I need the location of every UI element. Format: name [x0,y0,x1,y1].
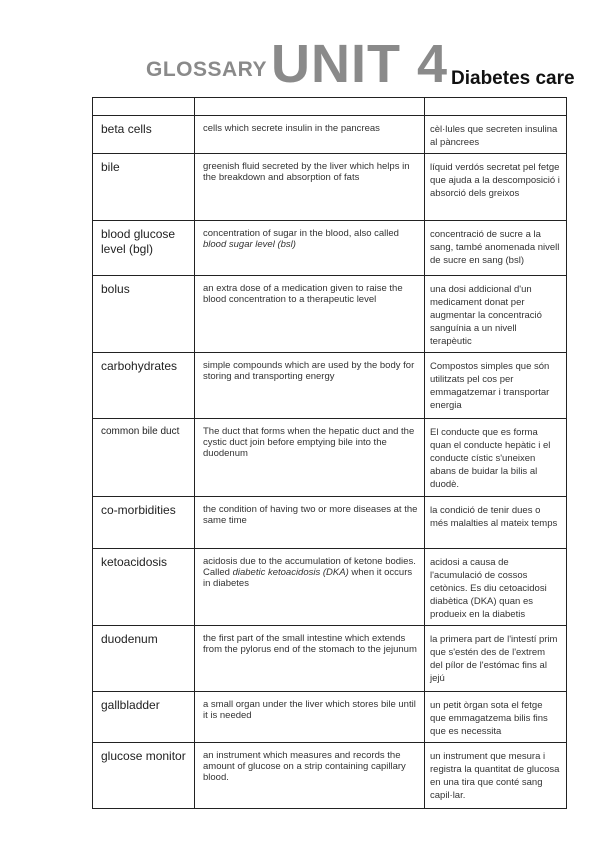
term-cell: gallbladder [93,692,195,743]
catalan-definition: un petit òrgan sota el fetge que emmagatzema bilis fins que es necessita [425,692,567,743]
glossary-table [92,97,567,809]
term-cell: glucose monitor [93,743,195,809]
english-definition: an extra dose of a medication given to raise the blood concentration to a therapeutic level [195,276,425,353]
definition-italic-text: diabetic ketoacidosis (DKA) [232,567,349,578]
term-cell: bile [93,154,195,221]
catalan-definition: Compostos simples que són utilitzats pel cos per emmagatzemar i transportar energia [425,353,567,419]
term-cell: bolus [93,276,195,353]
english-definition: greenish fluid secreted by the liver which helps in the breakdown and absorption of fats [195,154,425,221]
header-cell [93,98,195,116]
header-cell [425,98,567,116]
catalan-definition: líquid verdós secretat pel fetge que ajuda a la descomposició i absorció dels greixos [425,154,567,221]
english-definition: a small organ under the liver which stores bile until it is needed [195,692,425,743]
term-cell: beta cells [93,116,195,154]
table-row [93,276,567,353]
table-row [93,549,567,626]
english-definition: an instrument which measures and records the amount of glucose on a strip containing capillary blood. [195,743,425,809]
term-cell: duodenum [93,626,195,692]
english-definition: the condition of having two or more diseases at the same time [195,497,425,549]
unit-title: UNIT 4 [271,34,449,94]
table-row [93,221,567,276]
table-row [93,353,567,419]
table-row [93,626,567,692]
english-definition [195,221,425,276]
table-row [93,154,567,221]
topic-title: Diabetes care [451,68,575,89]
catalan-definition: El conducte que es forma quan el conducte hepàtic i el conducte cístic s'uneixen abans de buidar la bilis al duodè. [425,419,567,497]
term-cell: carbohydrates [93,353,195,419]
catalan-definition: una dosi addicional d'un medicament donat per augmentar la concentració sanguínia a un nivell terapèutic [425,276,567,353]
english-definition: The duct that forms when the hepatic duct and the cystic duct join before emptying bile into the duodenum [195,419,425,497]
catalan-definition: la condició de tenir dues o més malalties al mateix temps [425,497,567,549]
definition-text: concentration of sugar in the blood, also called [203,228,399,239]
glossary-label: GLOSSARY [146,58,268,81]
definition-italic-text: blood sugar level (bsl) [203,239,296,250]
table-row [93,116,567,154]
table-row [93,497,567,549]
term-cell: ketoacidosis [93,549,195,626]
english-definition: the first part of the small intestine which extends from the pylorus end of the stomach to the jejunum [195,626,425,692]
table-row [93,743,567,809]
catalan-definition: la primera part de l'intestí prim que s'estén des de l'extrem del pílor de l'estómac fins al jejú [425,626,567,692]
catalan-definition: cèl·lules que secreten insulina al pàncrees [425,116,567,154]
english-definition: simple compounds which are used by the body for storing and transporting energy [195,353,425,419]
catalan-definition: concentració de sucre a la sang, també anomenada nivell de sucre en sang (bsl) [425,221,567,276]
term-cell: blood glucose level (bgl) [93,221,195,276]
catalan-definition: acidosi a causa de l'acumulació de cossos cetònics. Es diu cetoacidosi diabètica (DKA) quan es produeix en la diabetis [425,549,567,626]
english-definition: cells which secrete insulin in the pancreas [195,116,425,154]
header-cell [195,98,425,116]
page-header [0,0,600,100]
definition-text: acidosis due to the accumulation of ketone bodies. Called [203,556,416,578]
catalan-definition: un instrument que mesura i registra la quantitat de glucosa en una tira que conté sang capil·lar. [425,743,567,809]
english-definition [195,549,425,626]
definition-text: when it occurs in diabetes [203,567,413,589]
table-row [93,692,567,743]
term-cell: co-morbidities [93,497,195,549]
table-row [93,419,567,497]
term-cell: common bile duct [93,419,195,497]
table-header-row [93,98,567,116]
